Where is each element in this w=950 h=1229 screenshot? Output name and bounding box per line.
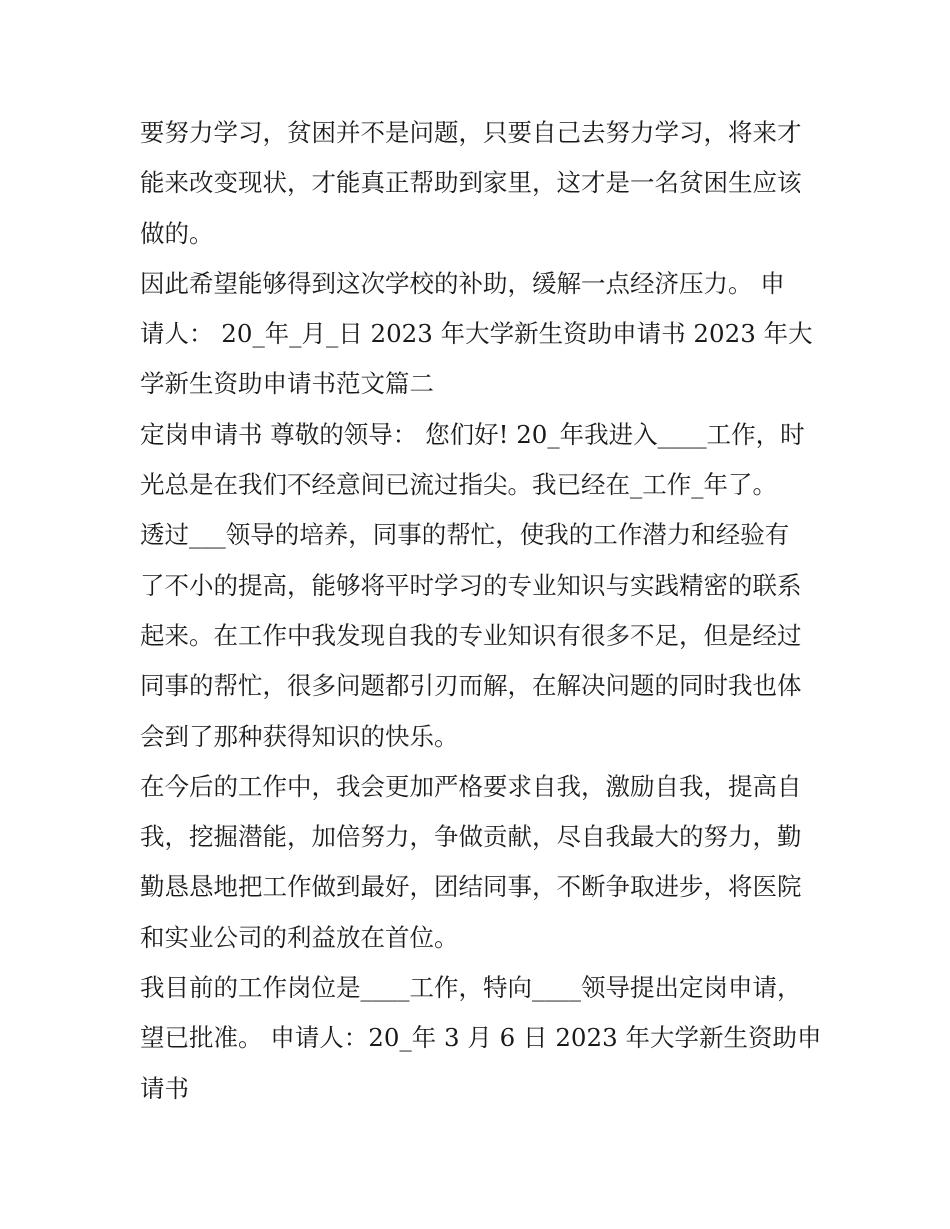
text-line: 要努力学习，贫困并不是问题，只要自己去努力学习，将来才 [140, 118, 802, 147]
text-line: 能来改变现状，才能真正帮助到家里，这才是一名贫困生应该 [140, 168, 802, 198]
text-line: 起来。在工作中我发现自我的专业知识有很多不足，但是经过 [140, 620, 802, 650]
document-body [140, 108, 820, 1114]
text-line: 我，挖掘潜能，加倍努力，争做贡献，尽自我最大的努力，勤 [140, 822, 802, 852]
paragraph-5 [140, 762, 820, 963]
text-line: 和实业公司的利益放在首位。 [140, 922, 459, 952]
text-line: 勤恳恳地把工作做到最好，团结同事，不断争取进步，将医院 [140, 872, 802, 902]
text-line: 定岗申请书 尊敬的领导： 您们好! 20_年我进入____工作，时 [140, 419, 805, 449]
text-line: 同事的帮忙，很多问题都引刃而解，在解决问题的同时我也体 [140, 671, 802, 701]
text-line: 因此希望能够得到这次学校的补助，缓解一点经济压力。 申 [140, 268, 785, 298]
text-line: 学新生资助申请书范文篇二 [140, 369, 434, 399]
text-line: 望已批准。 申请人：20_年 3 月 6 日 2023 年大学新生资助申 [140, 1023, 822, 1053]
paragraph-2 [140, 259, 820, 410]
text-line: 在今后的工作中，我会更加严格要求自我，激励自我，提高自 [140, 771, 802, 801]
text-line: 我目前的工作岗位是____工作，特向____领导提出定岗申请， [140, 973, 802, 1003]
text-line: 请人： 20_年_月_日 2023 年大学新生资助申请书 2023 年大 [140, 319, 813, 349]
text-line: 请书 [140, 1073, 189, 1103]
text-line: 光总是在我们不经意间已流过指尖。我已经在_工作_年了。 [140, 470, 777, 500]
paragraph-1 [140, 108, 820, 259]
text-line: 做的。 [140, 218, 214, 248]
paragraph-4 [140, 510, 820, 761]
text-line: 会到了那种获得知识的快乐。 [140, 721, 459, 751]
text-line: 了不小的提高，能够将平时学习的专业知识与实践精密的联系 [140, 570, 802, 600]
text-line: 透过___领导的培养，同事的帮忙，使我的工作潜力和经验有 [140, 520, 790, 550]
paragraph-6 [140, 963, 820, 1114]
paragraph-3 [140, 410, 820, 511]
